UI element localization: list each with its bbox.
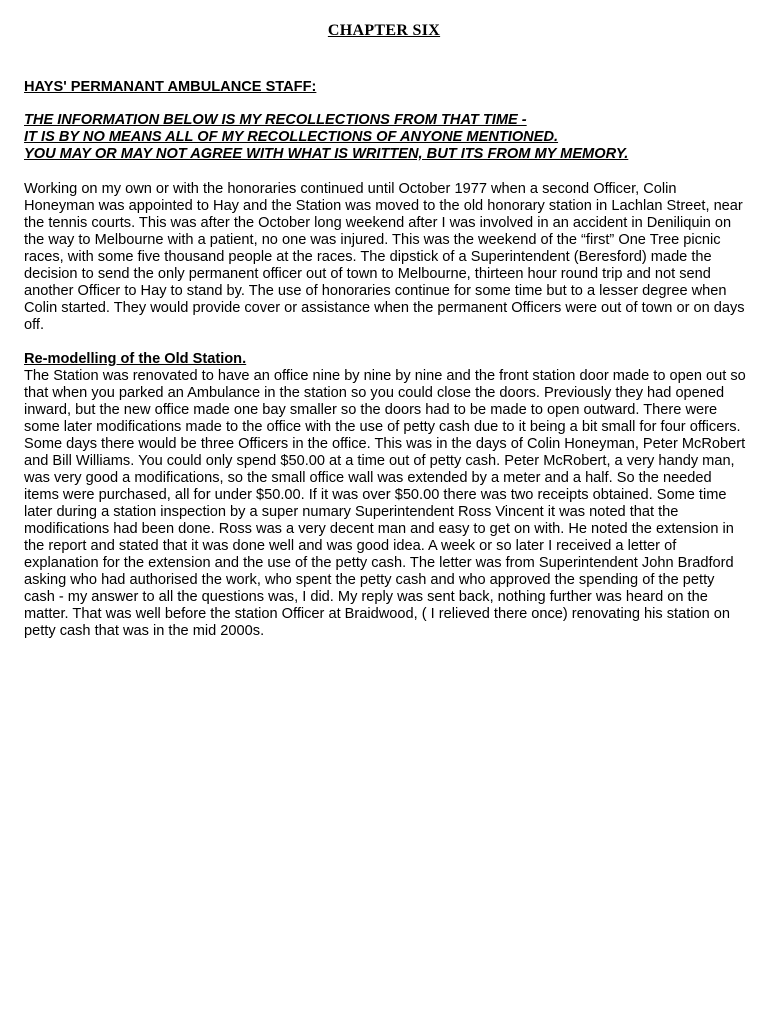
paragraph-remodelling: The Station was renovated to have an office nine by nine by nine and the front station door made to open out so that when you parked an Ambulance in the station so you could close the doors. Previously they had opened inward, but the new office made one bay smaller so the doors had to be made to open outward. There were some later modifications made to the office with the use of petty cash due to it being a bit small for four officers. Some days there would be three Officers in the office. This was in the days of Colin Honeyman, Peter McRobert and Bill Williams. You could only spend $50.00 at a time out of petty cash. Peter McRobert, a very handy man, was very good a modifications, so the small office wall was extended by a meter and a half. So the needed items were purchased, all for under $50.00. If it was over $50.00 there was two receipts obtained. Some time later during a station inspection by a super numary Superintendent Ross Vincent it was noted that the modifications had been done. Ross was a very decent man and easy to get on with. He noted the extension in the report and stated that it was done well and was good idea. A week or so later I received a letter of explanation for the extension and the use of the petty cash. The letter was from Superintendent John Bradford asking who had authorised the work, who spent the petty cash and who approved the spending of the petty cash - my answer to all the questions was, I did. My reply was sent back, nothing further was heard on the matter. That was well before the station Officer at Braidwood, ( I relieved there once) renovating his station on petty cash that was in the mid 2000s. bbox=[24, 368, 746, 639]
chapter-title: CHAPTER SIX bbox=[327, 22, 441, 39]
subheading-remodelling: Re-modelling of the Old Station. bbox=[24, 351, 247, 367]
section-heading: HAYS' PERMANANT AMBULANCE STAFF: bbox=[24, 79, 317, 95]
disclaimer-line: IT IS BY NO MEANS ALL OF MY RECOLLECTIONS OF ANYONE MENTIONED. bbox=[24, 129, 559, 145]
disclaimer-line: YOU MAY OR MAY NOT AGREE WITH WHAT IS WRITTEN, BUT ITS FROM MY MEMORY. bbox=[24, 146, 629, 162]
paragraph-staffing: Working on my own or with the honoraries continued until October 1977 when a second Officer, Colin Honeyman was appointed to Hay and the Station was moved to the old honorary station in Lachlan Street, near the tennis courts. This was after the October long weekend after I was involved in an accident in Deniliquin on the way to Melbourne with a patient, no one was injured. This was the weekend of the “first” One Tree picnic races, with some five thousand people at the races. The dipstick of a Superintendent (Beresford) made the decision to send the only permanent officer out of town to Melbourne, thirteen hour round trip and not send another Officer to Hay to stand by. The use of honoraries continue for some time but to a lesser degree when Colin started. They would provide cover or assistance when the permanent Officers were out of town or on days off. bbox=[24, 181, 745, 333]
disclaimer-line: THE INFORMATION BELOW IS MY RECOLLECTIONS FROM THAT TIME - bbox=[24, 112, 527, 128]
disclaimer-block bbox=[24, 112, 746, 163]
